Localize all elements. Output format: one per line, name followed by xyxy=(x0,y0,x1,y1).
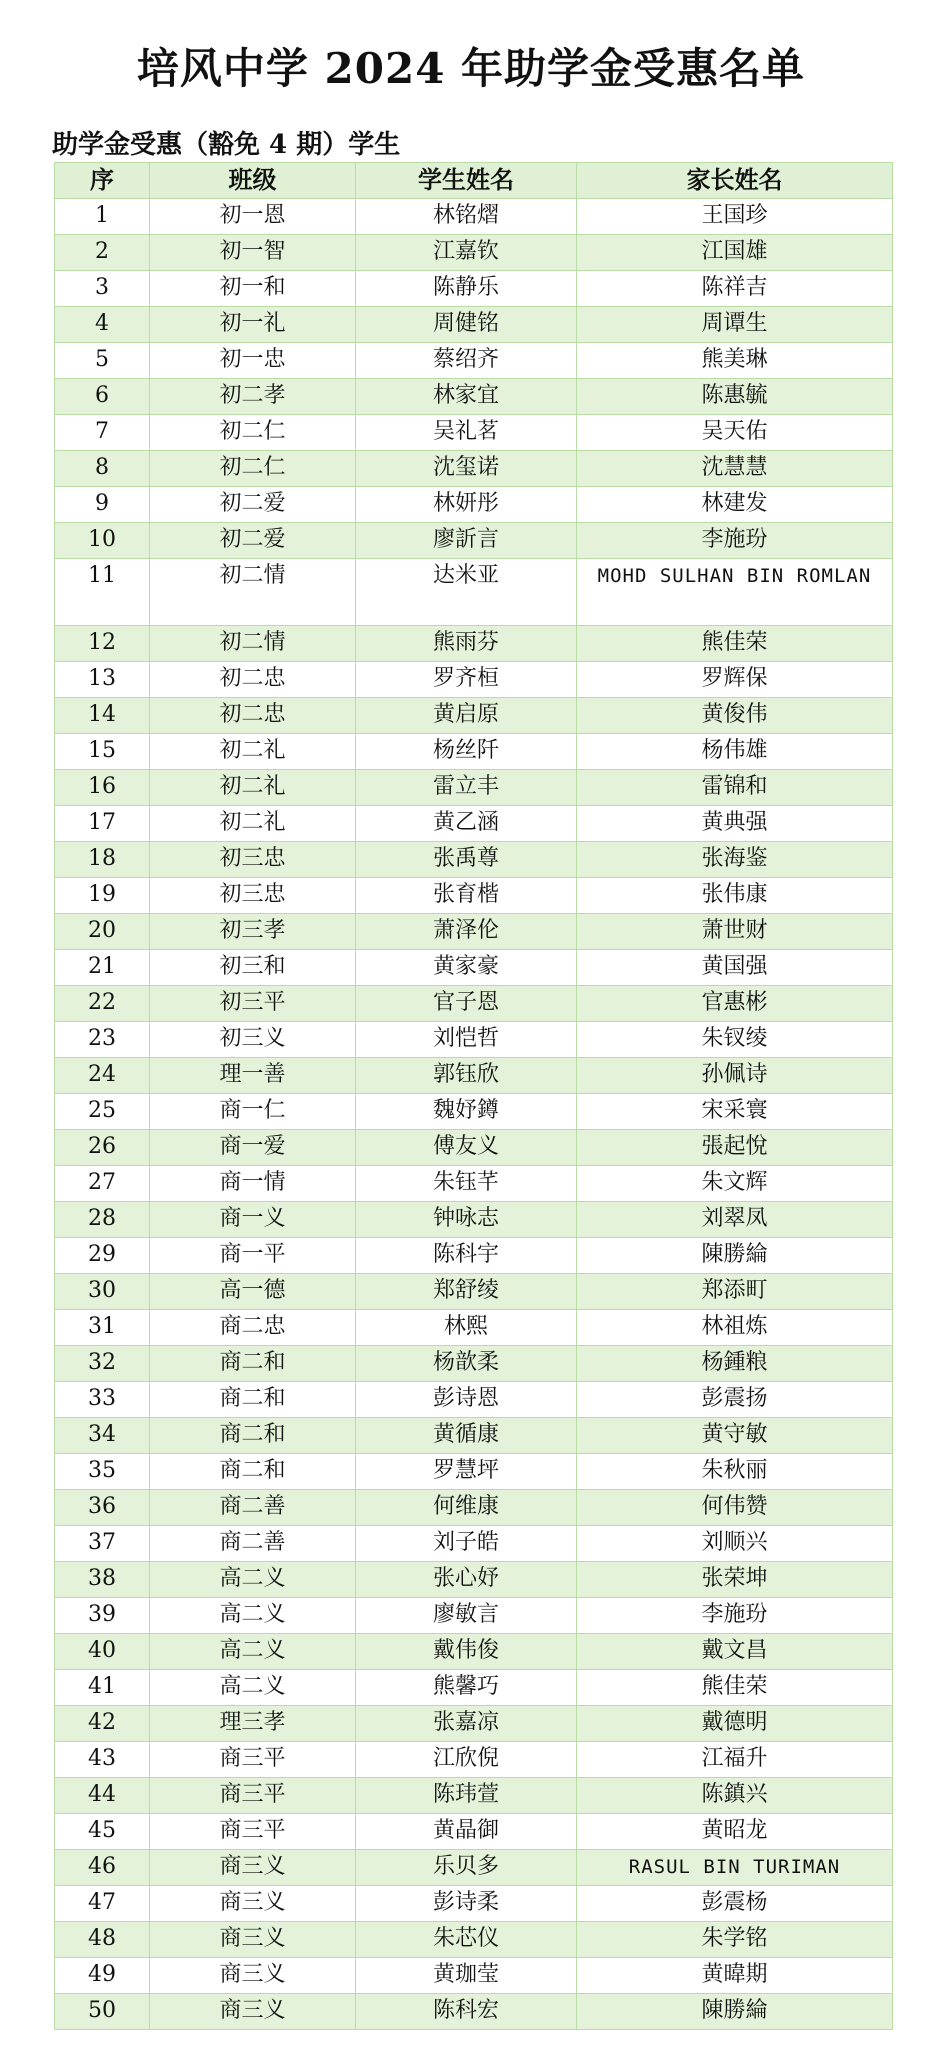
table-row xyxy=(55,1886,893,1922)
cell-parent-name: 熊佳荣 xyxy=(577,626,893,662)
table-row xyxy=(55,523,893,559)
cell-parent-name: 黄昭龙 xyxy=(577,1814,893,1850)
cell-parent-name: MOHD SULHAN BIN ROMLAN xyxy=(577,559,893,626)
cell-student-name: 林铭熠 xyxy=(356,199,577,235)
cell-class: 商三义 xyxy=(150,1922,356,1958)
table-row xyxy=(55,1346,893,1382)
cell-student-name: 林熙 xyxy=(356,1310,577,1346)
table-row xyxy=(55,806,893,842)
table-row xyxy=(55,842,893,878)
recipients-table xyxy=(54,162,893,2030)
cell-index: 16 xyxy=(55,770,150,806)
cell-index: 34 xyxy=(55,1418,150,1454)
cell-index: 14 xyxy=(55,698,150,734)
table-row xyxy=(55,698,893,734)
cell-class: 高一德 xyxy=(150,1274,356,1310)
cell-index: 50 xyxy=(55,1994,150,2030)
cell-index: 41 xyxy=(55,1670,150,1706)
cell-student-name: 廖敏言 xyxy=(356,1598,577,1634)
cell-parent-name: 何伟赞 xyxy=(577,1490,893,1526)
cell-parent-name: 沈慧慧 xyxy=(577,451,893,487)
table-row xyxy=(55,1310,893,1346)
cell-index: 37 xyxy=(55,1526,150,1562)
table-row xyxy=(55,1094,893,1130)
table-row xyxy=(55,1670,893,1706)
cell-student-name: 戴伟俊 xyxy=(356,1634,577,1670)
cell-index: 4 xyxy=(55,307,150,343)
cell-parent-name: 陳勝綸 xyxy=(577,1994,893,2030)
table-row xyxy=(55,1922,893,1958)
cell-index: 11 xyxy=(55,559,150,626)
cell-class: 商三义 xyxy=(150,1958,356,1994)
cell-index: 29 xyxy=(55,1238,150,1274)
cell-class: 商三义 xyxy=(150,1994,356,2030)
cell-index: 20 xyxy=(55,914,150,950)
cell-class: 初一智 xyxy=(150,235,356,271)
cell-index: 13 xyxy=(55,662,150,698)
cell-student-name: 罗慧坪 xyxy=(356,1454,577,1490)
cell-class: 初二礼 xyxy=(150,770,356,806)
cell-index: 18 xyxy=(55,842,150,878)
cell-index: 47 xyxy=(55,1886,150,1922)
cell-class: 商二善 xyxy=(150,1526,356,1562)
table-row xyxy=(55,1454,893,1490)
cell-parent-name: 刘顺兴 xyxy=(577,1526,893,1562)
table-row xyxy=(55,986,893,1022)
cell-class: 初三平 xyxy=(150,986,356,1022)
cell-student-name: 刘恺哲 xyxy=(356,1022,577,1058)
cell-class: 商三平 xyxy=(150,1814,356,1850)
cell-index: 3 xyxy=(55,271,150,307)
cell-index: 46 xyxy=(55,1850,150,1886)
header-class: 班级 xyxy=(150,163,356,199)
cell-parent-name: 朱钗绫 xyxy=(577,1022,893,1058)
cell-student-name: 黄乙涵 xyxy=(356,806,577,842)
cell-student-name: 黄家豪 xyxy=(356,950,577,986)
cell-student-name: 沈玺诺 xyxy=(356,451,577,487)
cell-parent-name: 宋采寰 xyxy=(577,1094,893,1130)
cell-index: 7 xyxy=(55,415,150,451)
cell-index: 48 xyxy=(55,1922,150,1958)
cell-class: 初二爱 xyxy=(150,487,356,523)
cell-student-name: 彭诗恩 xyxy=(356,1382,577,1418)
cell-parent-name: 熊美琳 xyxy=(577,343,893,379)
cell-student-name: 乐贝多 xyxy=(356,1850,577,1886)
cell-index: 43 xyxy=(55,1742,150,1778)
cell-student-name: 蔡绍齐 xyxy=(356,343,577,379)
cell-class: 商三义 xyxy=(150,1886,356,1922)
cell-index: 28 xyxy=(55,1202,150,1238)
cell-student-name: 罗齐桓 xyxy=(356,662,577,698)
cell-index: 36 xyxy=(55,1490,150,1526)
cell-parent-name: 張起悅 xyxy=(577,1130,893,1166)
cell-class: 初二忠 xyxy=(150,662,356,698)
table-row xyxy=(55,1526,893,1562)
table-row xyxy=(55,559,893,626)
cell-parent-name: 孙佩诗 xyxy=(577,1058,893,1094)
cell-index: 40 xyxy=(55,1634,150,1670)
cell-student-name: 刘子皓 xyxy=(356,1526,577,1562)
cell-index: 31 xyxy=(55,1310,150,1346)
cell-student-name: 杨歆柔 xyxy=(356,1346,577,1382)
cell-index: 42 xyxy=(55,1706,150,1742)
cell-class: 高二义 xyxy=(150,1598,356,1634)
cell-index: 23 xyxy=(55,1022,150,1058)
cell-class: 初三忠 xyxy=(150,878,356,914)
table-row xyxy=(55,1274,893,1310)
header-student-name: 学生姓名 xyxy=(356,163,577,199)
cell-parent-name: 官惠彬 xyxy=(577,986,893,1022)
table-row xyxy=(55,878,893,914)
cell-parent-name: 郑添町 xyxy=(577,1274,893,1310)
cell-student-name: 官子恩 xyxy=(356,986,577,1022)
cell-index: 22 xyxy=(55,986,150,1022)
cell-parent-name: 张海鉴 xyxy=(577,842,893,878)
cell-index: 33 xyxy=(55,1382,150,1418)
cell-parent-name: 罗辉保 xyxy=(577,662,893,698)
cell-student-name: 钟咏志 xyxy=(356,1202,577,1238)
cell-student-name: 郭钰欣 xyxy=(356,1058,577,1094)
cell-student-name: 张心妤 xyxy=(356,1562,577,1598)
table-row xyxy=(55,1166,893,1202)
cell-index: 24 xyxy=(55,1058,150,1094)
table-row xyxy=(55,734,893,770)
table-row xyxy=(55,1382,893,1418)
table-row xyxy=(55,1778,893,1814)
cell-student-name: 江欣倪 xyxy=(356,1742,577,1778)
cell-student-name: 吴礼茗 xyxy=(356,415,577,451)
cell-index: 27 xyxy=(55,1166,150,1202)
cell-parent-name: 黄国强 xyxy=(577,950,893,986)
cell-student-name: 张禹尊 xyxy=(356,842,577,878)
cell-index: 21 xyxy=(55,950,150,986)
cell-student-name: 熊雨芬 xyxy=(356,626,577,662)
cell-class: 初一和 xyxy=(150,271,356,307)
table-row xyxy=(55,1634,893,1670)
cell-index: 39 xyxy=(55,1598,150,1634)
cell-index: 17 xyxy=(55,806,150,842)
table-row xyxy=(55,1706,893,1742)
cell-parent-name: 熊佳荣 xyxy=(577,1670,893,1706)
table-row xyxy=(55,950,893,986)
cell-student-name: 萧泽伦 xyxy=(356,914,577,950)
cell-class: 初二礼 xyxy=(150,806,356,842)
cell-class: 商一爱 xyxy=(150,1130,356,1166)
cell-index: 45 xyxy=(55,1814,150,1850)
cell-class: 初一忠 xyxy=(150,343,356,379)
table-row xyxy=(55,199,893,235)
cell-parent-name: 彭震杨 xyxy=(577,1886,893,1922)
table-row xyxy=(55,1418,893,1454)
table-row xyxy=(55,1490,893,1526)
section-subtitle: 助学金受惠（豁免 4 期）学生 xyxy=(52,130,401,160)
cell-student-name: 陈科宇 xyxy=(356,1238,577,1274)
cell-parent-name: 雷锦和 xyxy=(577,770,893,806)
cell-index: 26 xyxy=(55,1130,150,1166)
cell-parent-name: 黄暐期 xyxy=(577,1958,893,1994)
table-row xyxy=(55,1202,893,1238)
table-row xyxy=(55,1598,893,1634)
cell-parent-name: 李施玢 xyxy=(577,1598,893,1634)
cell-index: 9 xyxy=(55,487,150,523)
cell-student-name: 陈科宏 xyxy=(356,1994,577,2030)
cell-class: 初三和 xyxy=(150,950,356,986)
table-row xyxy=(55,307,893,343)
table-row xyxy=(55,1058,893,1094)
table-row xyxy=(55,1958,893,1994)
cell-index: 5 xyxy=(55,343,150,379)
cell-parent-name: 周谭生 xyxy=(577,307,893,343)
table-row xyxy=(55,487,893,523)
cell-index: 25 xyxy=(55,1094,150,1130)
cell-parent-name: 戴德明 xyxy=(577,1706,893,1742)
cell-index: 32 xyxy=(55,1346,150,1382)
cell-index: 38 xyxy=(55,1562,150,1598)
cell-index: 8 xyxy=(55,451,150,487)
table-row xyxy=(55,1814,893,1850)
table-row xyxy=(55,1022,893,1058)
cell-parent-name: 彭震扬 xyxy=(577,1382,893,1418)
cell-index: 10 xyxy=(55,523,150,559)
cell-parent-name: 黄俊伟 xyxy=(577,698,893,734)
cell-parent-name: 林祖炼 xyxy=(577,1310,893,1346)
cell-class: 商二和 xyxy=(150,1418,356,1454)
cell-class: 初一礼 xyxy=(150,307,356,343)
cell-student-name: 黄循康 xyxy=(356,1418,577,1454)
cell-student-name: 傅友义 xyxy=(356,1130,577,1166)
cell-index: 6 xyxy=(55,379,150,415)
cell-student-name: 雷立丰 xyxy=(356,770,577,806)
cell-student-name: 杨丝阡 xyxy=(356,734,577,770)
cell-parent-name: 张伟康 xyxy=(577,878,893,914)
cell-class: 高二义 xyxy=(150,1670,356,1706)
cell-student-name: 魏妤鐏 xyxy=(356,1094,577,1130)
cell-class: 初二孝 xyxy=(150,379,356,415)
table-row xyxy=(55,415,893,451)
cell-class: 理一善 xyxy=(150,1058,356,1094)
cell-class: 商三平 xyxy=(150,1742,356,1778)
cell-index: 49 xyxy=(55,1958,150,1994)
cell-class: 商二和 xyxy=(150,1382,356,1418)
cell-class: 商一仁 xyxy=(150,1094,356,1130)
cell-student-name: 张育楷 xyxy=(356,878,577,914)
cell-student-name: 廖訢言 xyxy=(356,523,577,559)
table-row xyxy=(55,626,893,662)
cell-student-name: 郑舒绫 xyxy=(356,1274,577,1310)
cell-class: 商二和 xyxy=(150,1346,356,1382)
cell-class: 初二仁 xyxy=(150,415,356,451)
cell-index: 35 xyxy=(55,1454,150,1490)
cell-parent-name: 陳勝綸 xyxy=(577,1238,893,1274)
table-row xyxy=(55,914,893,950)
cell-student-name: 彭诗柔 xyxy=(356,1886,577,1922)
cell-parent-name: 江国雄 xyxy=(577,235,893,271)
cell-student-name: 黄启原 xyxy=(356,698,577,734)
cell-class: 初二礼 xyxy=(150,734,356,770)
table-row xyxy=(55,1994,893,2030)
cell-class: 商二善 xyxy=(150,1490,356,1526)
table-row xyxy=(55,1850,893,1886)
table-row xyxy=(55,1742,893,1778)
cell-student-name: 江嘉钦 xyxy=(356,235,577,271)
cell-class: 初二情 xyxy=(150,626,356,662)
header-index: 序 xyxy=(55,163,150,199)
cell-class: 理三孝 xyxy=(150,1706,356,1742)
cell-class: 初一恩 xyxy=(150,199,356,235)
cell-class: 商一平 xyxy=(150,1238,356,1274)
cell-class: 初三义 xyxy=(150,1022,356,1058)
cell-class: 初二仁 xyxy=(150,451,356,487)
cell-class: 商二忠 xyxy=(150,1310,356,1346)
header-parent-name: 家长姓名 xyxy=(577,163,893,199)
table-body xyxy=(55,199,893,2030)
table-row xyxy=(55,379,893,415)
cell-class: 商三平 xyxy=(150,1778,356,1814)
cell-parent-name: 朱学铭 xyxy=(577,1922,893,1958)
cell-class: 商一情 xyxy=(150,1166,356,1202)
cell-class: 初二爱 xyxy=(150,523,356,559)
cell-parent-name: 朱秋丽 xyxy=(577,1454,893,1490)
cell-class: 高二义 xyxy=(150,1562,356,1598)
table-row xyxy=(55,343,893,379)
cell-parent-name: 王国珍 xyxy=(577,199,893,235)
cell-class: 商二和 xyxy=(150,1454,356,1490)
cell-student-name: 黄珈莹 xyxy=(356,1958,577,1994)
cell-parent-name: 黄守敏 xyxy=(577,1418,893,1454)
cell-student-name: 达米亚 xyxy=(356,559,577,626)
cell-class: 初三忠 xyxy=(150,842,356,878)
cell-parent-name: RASUL BIN TURIMAN xyxy=(577,1850,893,1886)
cell-class: 商三义 xyxy=(150,1850,356,1886)
cell-student-name: 林家宜 xyxy=(356,379,577,415)
cell-class: 商一义 xyxy=(150,1202,356,1238)
cell-parent-name: 吴天佑 xyxy=(577,415,893,451)
table-header-row xyxy=(55,163,893,199)
table-row xyxy=(55,1562,893,1598)
table-row xyxy=(55,662,893,698)
table-row xyxy=(55,1238,893,1274)
cell-student-name: 陈玮萱 xyxy=(356,1778,577,1814)
cell-student-name: 陈静乐 xyxy=(356,271,577,307)
table-row xyxy=(55,451,893,487)
cell-parent-name: 萧世财 xyxy=(577,914,893,950)
cell-index: 1 xyxy=(55,199,150,235)
cell-index: 30 xyxy=(55,1274,150,1310)
cell-class: 高二义 xyxy=(150,1634,356,1670)
cell-student-name: 何维康 xyxy=(356,1490,577,1526)
cell-student-name: 林妍彤 xyxy=(356,487,577,523)
cell-student-name: 张嘉凉 xyxy=(356,1706,577,1742)
cell-index: 2 xyxy=(55,235,150,271)
cell-parent-name: 杨伟雄 xyxy=(577,734,893,770)
cell-index: 19 xyxy=(55,878,150,914)
cell-index: 44 xyxy=(55,1778,150,1814)
cell-parent-name: 杨鍾粮 xyxy=(577,1346,893,1382)
cell-student-name: 熊馨巧 xyxy=(356,1670,577,1706)
cell-class: 初三孝 xyxy=(150,914,356,950)
cell-student-name: 朱钰芊 xyxy=(356,1166,577,1202)
table-row xyxy=(55,271,893,307)
cell-parent-name: 陈鎮兴 xyxy=(577,1778,893,1814)
cell-parent-name: 刘翠凤 xyxy=(577,1202,893,1238)
cell-class: 初二情 xyxy=(150,559,356,626)
cell-parent-name: 李施玢 xyxy=(577,523,893,559)
cell-parent-name: 陈惠毓 xyxy=(577,379,893,415)
table-row xyxy=(55,1130,893,1166)
cell-parent-name: 朱文辉 xyxy=(577,1166,893,1202)
cell-student-name: 黄晶御 xyxy=(356,1814,577,1850)
cell-parent-name: 林建发 xyxy=(577,487,893,523)
cell-class: 初二忠 xyxy=(150,698,356,734)
cell-parent-name: 陈祥吉 xyxy=(577,271,893,307)
cell-parent-name: 江福升 xyxy=(577,1742,893,1778)
table-row xyxy=(55,770,893,806)
cell-student-name: 朱芯仪 xyxy=(356,1922,577,1958)
cell-index: 12 xyxy=(55,626,150,662)
page-title: 培风中学 2024 年助学金受惠名单 xyxy=(136,44,806,93)
cell-parent-name: 黄典强 xyxy=(577,806,893,842)
cell-parent-name: 张荣坤 xyxy=(577,1562,893,1598)
cell-parent-name: 戴文昌 xyxy=(577,1634,893,1670)
cell-student-name: 周健铭 xyxy=(356,307,577,343)
table-row xyxy=(55,235,893,271)
cell-index: 15 xyxy=(55,734,150,770)
